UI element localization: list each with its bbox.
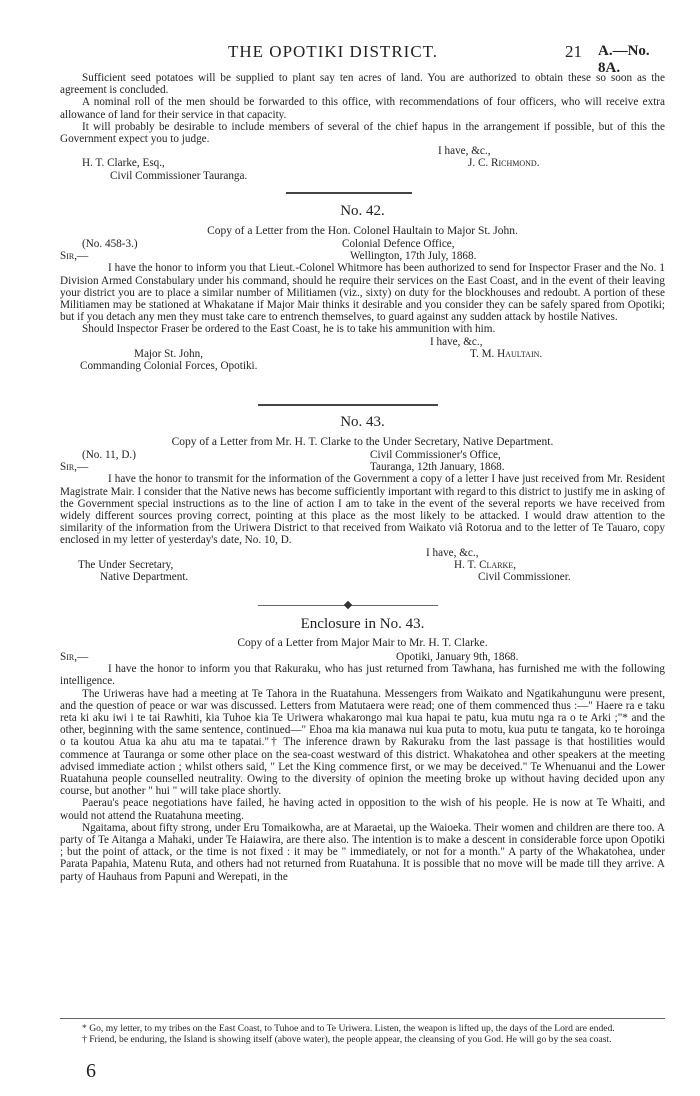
- paragraph: Ngaitama, about fifty strong, under Eru Tomaikowha, are at Maraetai, up the Waioeka. Their women and children are there too. A party of Te Aitanga a Mahaki, under Te Haiawira, are there also. The intention is to make a descent in considerable force upon Opotiki ; but the point of attack, or the time is not fixed : it may be " immediately, or not for a month." A party of the Whakatohea, under Parata Papahia, Matenu Ruta, and others had not returned from Ruatahuna. It is possible that no move will be made till they arrive. A party of Hauhaus from Papuni and Werepati, in the: [60, 821, 665, 883]
- paragraph: Should Inspector Fraser be ordered to the East Coast, he is to take his ammunition with him.: [82, 323, 496, 336]
- salutation: Sir,—: [60, 461, 89, 474]
- addressee-row: [60, 170, 665, 182]
- running-title: THE OPOTIKI DISTRICT.: [228, 42, 439, 61]
- section-divider: [286, 192, 412, 194]
- paragraph: Sufficient seed potatoes will be supplied to plant say ten acres of land. You are authorized to obtain these so soon as the agreement is concluded.: [60, 72, 665, 97]
- date-row: [60, 250, 665, 262]
- signature-row: [60, 157, 665, 169]
- addressee: H. T. Clarke, Esq.,: [82, 157, 165, 170]
- date-row: [60, 461, 665, 473]
- paragraph: A nominal roll of the men should be forwarded to this office, with recommendations of four officers, who will receive extra allowance of land for their service in that capacity.: [60, 96, 665, 121]
- paragraph: Paerau's peace negotiations have failed, he having acted in opposition to the wish of his people. He is now at Te Whaiti, and would not attend the Ruatahuna meeting.: [60, 797, 665, 822]
- letter-heading: No. 42.: [340, 203, 385, 219]
- paragraph: I have the honor to transmit for the information of the Government a copy of a letter I have just received from Mr. Resident Magistrate Mair. I consider that the Native news has become sufficiently important with regard to this district to justify me in asking of the Government special instructions as to the line of action I am to take in the event of the several reports we have received from widely different sources proving correct, pointing at this place as the most likely to be attacked. I would draw attention to the similarity of the information from the Uriwera District to that received from Waikato viâ Rotorua and to the letter of Te Tauaro, copy enclosed in my letter of yesterday's date, No. 10, D.: [60, 473, 665, 547]
- salutation: Sir,—: [60, 250, 89, 263]
- ref-row: [60, 238, 665, 250]
- signer: J. C. Richmond.: [468, 157, 540, 170]
- closing-row: [60, 145, 665, 157]
- closing: I have, &c.,: [426, 546, 479, 559]
- divider-ornament: [344, 601, 352, 609]
- letter-43: [60, 449, 665, 583]
- closing: I have, &c.,: [430, 335, 483, 348]
- closing: I have, &c.,: [438, 145, 491, 158]
- salutation: Sir,—: [60, 651, 89, 663]
- page-number: 21: [565, 42, 582, 61]
- signature-mark: 6: [86, 1060, 96, 1082]
- letter-subtitle: Copy of a Letter from Mr. H. T. Clarke to the Under Secretary, Native Department.: [171, 436, 554, 448]
- enclosure-letter: [60, 651, 665, 883]
- paragraph: I have the honor to inform you that Lieut.-Colonel Whitmore has been authorized to send for Inspector Fraser and the No. 1 Division Armed Constabulary under his command, should he require their services on the East Coast, and in the event of their leaving your district you are to place a similar number of Militiamen (viz., sixty) on duty for the blockhouses and redoubt. A portion of these Militiamen may be stationed at Whakatane if Major Mair thinks it desirable and you consider they can be safely spared from Opotiki; but if you detach any men they must take care to entrench themselves, to guard against any sudden attack by hostile Natives.: [60, 262, 665, 324]
- enclosure-heading: Enclosure in No. 43.: [300, 616, 425, 632]
- letter-42: [60, 238, 665, 372]
- signer-title: Civil Commissioner.: [478, 570, 571, 583]
- section-divider: [258, 404, 438, 406]
- page-header: [60, 42, 672, 76]
- footnote: † Friend, be enduring, the Island is showing itself (above water), the people appear, the cleansing of you God. He will go by the sea coast.: [82, 1034, 612, 1045]
- addressee: Major St. John,: [134, 347, 203, 360]
- office: Civil Commissioner's Office,: [370, 449, 501, 461]
- office: Colonial Defence Office,: [342, 238, 455, 250]
- addressee-row: [60, 571, 665, 583]
- addressee-title: Civil Commissioner Tauranga.: [110, 169, 248, 182]
- signer: T. M. Haultain.: [470, 347, 543, 360]
- closing-row: [60, 547, 665, 559]
- letter-ref: (No. 458-3.): [82, 238, 138, 250]
- enclosure-subtitle: Copy of a Letter from Major Mair to Mr. H. T. Clarke.: [237, 637, 488, 649]
- closing-row: [60, 336, 665, 348]
- document-reference: A.—No. 8A.: [598, 43, 650, 76]
- addressee-title: Native Department.: [100, 570, 189, 583]
- addressee-row: [60, 360, 665, 372]
- date: Opotiki, January 9th, 1868.: [396, 651, 519, 663]
- date-row: [60, 651, 665, 663]
- date: Wellington, 17th July, 1868.: [350, 250, 477, 263]
- addressee-title: Commanding Colonial Forces, Opotiki.: [80, 359, 258, 372]
- date: Tauranga, 12th January, 1868.: [370, 461, 505, 474]
- letter-subtitle: Copy of a Letter from the Hon. Colonel Haultain to Major St. John.: [207, 225, 518, 237]
- paragraph: The Uriweras have had a meeting at Te Tahora in the Ruatahuna. Messengers from Waikato and Ngatikahungunu were present, and the question of peace or war was discussed. Letters from Matutaera were read; one of them commenced thus :—" Haere ra e taku reta ki aku iwi i te tai Rawhiti, kia Tuhoe kia Te Uriwera whakarongo mai kua hapai te patu, kua mutu nga ra o te Arki ;"* and the other, beginning with the same sentence, continued—" Ehoa ma kia manawa nui kua puta to motu, kua putu te tangata, ko te horoinga o ta koutou Atua ka ahu atu ma te tapatai."† The inference drawn by Rakuraku from the last passage is that hostilities would commence at Tauranga or some other place on the sea-coast westward of this district. Whakatohea and other speakers at the meeting advised immediate action ; whilst others said, " Let the King commence first, or we may be deceived." Te Whenuanui and the Lower Ruatahuna people counselled neutrality. Owing to the diversity of opinion the meeting broke up without having decided upon any course, but another " hui " will take place shortly.: [60, 687, 665, 798]
- letter-heading: No. 43.: [340, 414, 385, 430]
- paragraph: I have the honor to inform you that Rakuraku, who has just returned from Tawhana, has furnished me with the following intelligence.: [60, 663, 665, 688]
- signature-row: [60, 348, 665, 360]
- footnote: * Go, my letter, to my tribes on the East Coast, to Tuhoe and to Te Uriwera. Listen, the weapon is lifted up, the days of the Lord are ended.: [82, 1023, 615, 1034]
- letter-ref: (No. 11, D.): [82, 449, 136, 461]
- signature-row: [60, 559, 665, 571]
- paragraph: It will probably be desirable to include members of several of the chief hapus in the arrangement if possible, but of this the Government expect you to judge.: [60, 120, 665, 146]
- top-section: [60, 72, 665, 182]
- addressee: The Under Secretary,: [78, 558, 174, 571]
- footnotes: [60, 1023, 665, 1045]
- ref-row: [60, 449, 665, 461]
- signer: H. T. Clarke,: [454, 558, 516, 571]
- footnote-rule: [60, 1018, 665, 1019]
